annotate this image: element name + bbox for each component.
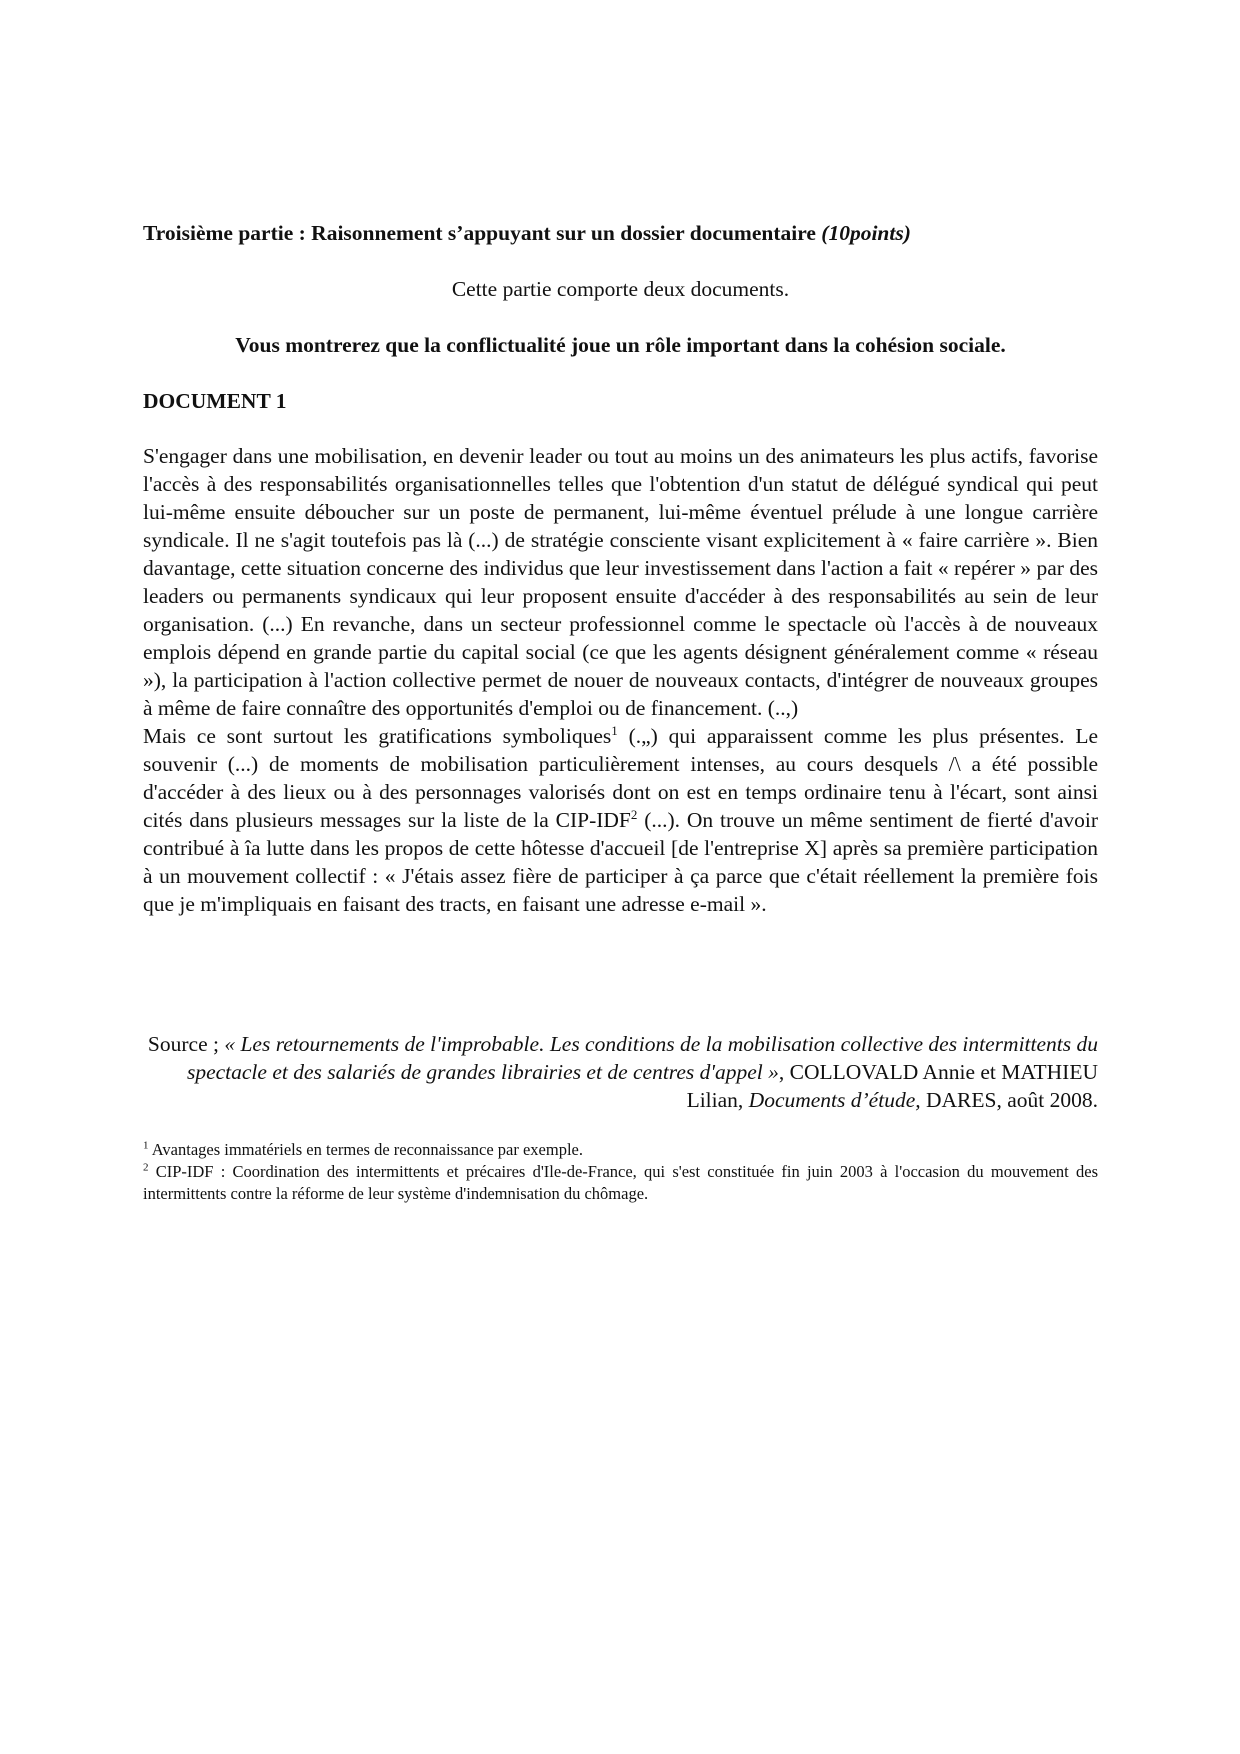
section-title — [143, 218, 1103, 248]
paragraph-2 — [143, 722, 1098, 918]
footnote-1-number: 1 — [143, 1139, 149, 1152]
paragraph-2-part-a: Mais ce sont surtout les gratifications symboliques — [143, 724, 612, 748]
footnote-ref-1: 1 — [611, 722, 618, 738]
footnote-2-text: CIP-IDF : Coordination des intermittents et précaires d'Ile-de-France, qui s'est constituée fin juin 2003 à l'occasion du mouvement des intermittents contre la réforme de leur système d'indemnisation du chômage. — [143, 1162, 1098, 1203]
footnote-1 — [143, 1139, 1098, 1161]
paragraph-1: S'engager dans une mobilisation, en devenir leader ou tout au moins un des animateurs les plus actifs, favorise l'accès à des responsabilités organisationnelles telles que l'obtention d'un statut de délégué syndical qui peut lui-même ensuite déboucher sur un poste de permanent, lui-même éventuel prélude à une longue carrière syndicale. Il ne s'agit toutefois pas là (...) de stratégie consciente visant explicitement à « faire carrière ». Bien davantage, cette situation concerne des individus que leur investissement dans l'action a fait « repérer » par des leaders ou permanents syndicaux qui leur proposent ensuite d'accéder à des responsabilités au sein de leur organisation. (...) En revanche, dans un secteur professionnel comme le spectacle où l'accès à de nouveaux emplois dépend en grande partie du capital social (ce que les agents désignent généralement comme « réseau »), la participation à l'action collective permet de nouer de nouveaux contacts, d'intégrer de nouveaux groupes à même de faire connaître des opportunités d'emploi ou de financement. (..,) — [143, 444, 1098, 720]
document-heading: DOCUMENT 1 — [143, 389, 287, 413]
source-publication: Documents d’étude, — [748, 1088, 921, 1112]
intro-text: Cette partie comporte deux documents. — [451, 277, 790, 301]
section-points: (10points) — [821, 221, 911, 245]
footnotes — [143, 1139, 1098, 1205]
source-prefix: Source ; — [147, 1032, 225, 1056]
question-prompt: Vous montrerez que la conflictualité joue un rôle important dans la cohésion sociale. — [235, 333, 1006, 357]
section-title-text: Troisième partie : Raisonnement s’appuyant sur un dossier documentaire — [143, 221, 816, 245]
footnote-2-number: 2 — [143, 1161, 149, 1174]
source-citation — [143, 1030, 1098, 1114]
footnote-2 — [143, 1161, 1098, 1205]
document-body — [143, 442, 1098, 918]
source-title: « Les retournements de l'improbable. Les conditions de la mobilisation collective des intermittents du spectacle et des salariés de grandes librairies et de centres d'appel » — [186, 1032, 1098, 1084]
footnote-ref-2: 2 — [630, 806, 638, 822]
source-authors: , COLLOVALD Annie et MATHIEU Lilian, — [686, 1060, 1098, 1112]
footnote-1-text: Avantages immatériels en termes de reconnaissance par exemple. — [148, 1140, 583, 1159]
paragraph-2-part-c: (...). On trouve un même sentiment de fierté d'avoir contribué à îa lutte dans les propos de cette hôtesse d'accueil [de l'entreprise X] après sa première participation à un mouvement collectif : « J'étais assez fière de participer à ça parce que c'était réellement la première fois que je m'impliquais en faisant des tracts, en faisant une adresse e-mail ». — [143, 808, 1099, 916]
paragraph-2-part-b: (.„) qui apparaissent comme les plus présentes. Le souvenir (...) de moments de mobilisation particulièrement intenses, au cours desquels /\ a été possible d'accéder à des lieux ou à des personnages valorisés dont on est en temps ordinaire tenu à l'écart, sont ainsi cités dans plusieurs messages sur la liste de la CIP-IDF — [143, 724, 1098, 832]
source-details: DARES, août 2008. — [920, 1088, 1098, 1112]
